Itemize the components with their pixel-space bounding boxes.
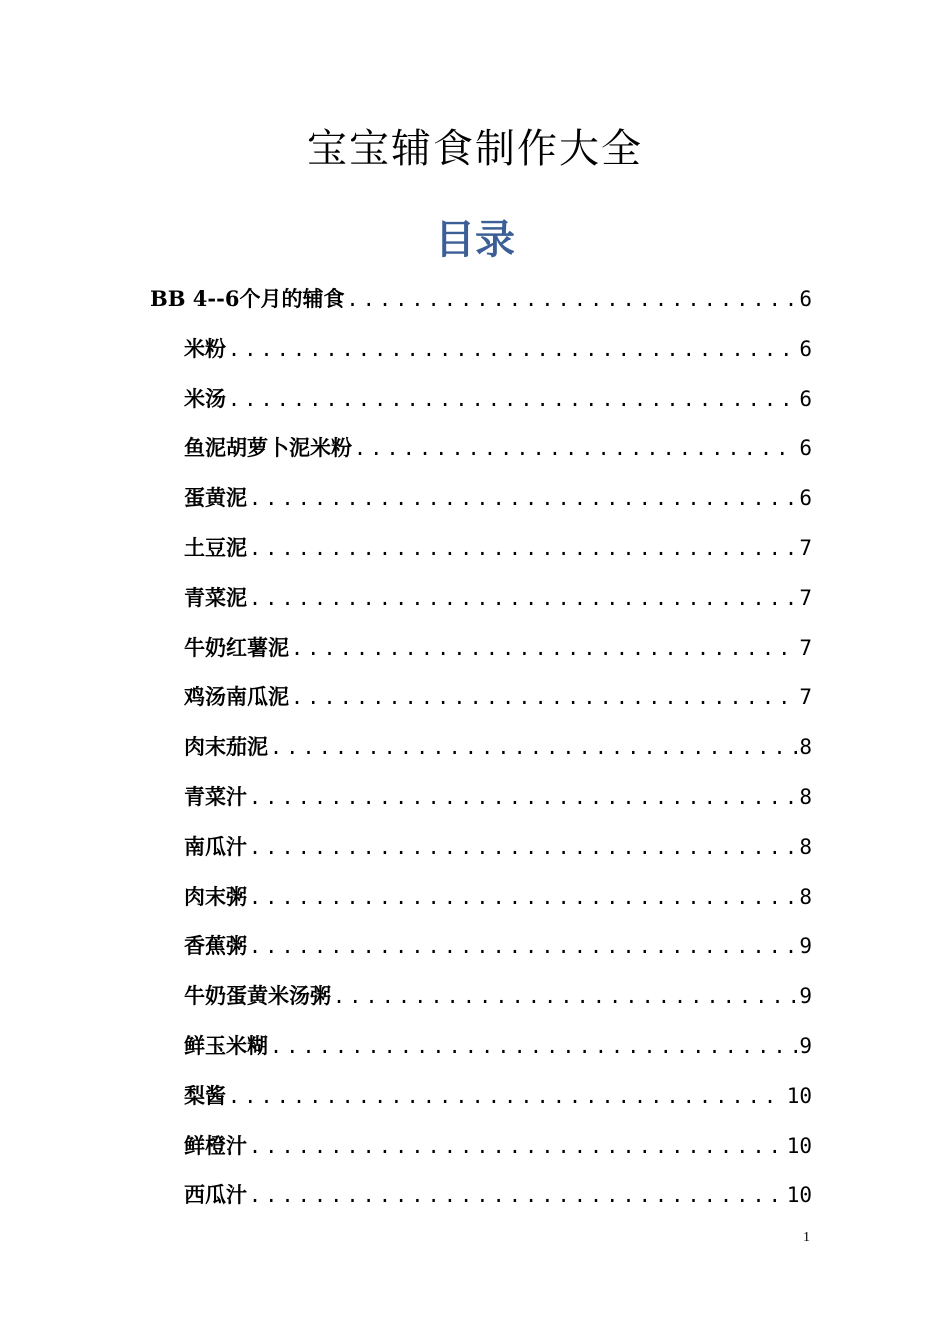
toc-entry-page: 8 bbox=[799, 735, 812, 760]
toc-entry-label: 蛋黄泥 bbox=[184, 485, 247, 511]
toc-entry-page: 7 bbox=[799, 535, 812, 560]
toc-entry-page: 6 bbox=[799, 336, 812, 361]
toc-entry[interactable] bbox=[150, 921, 812, 971]
toc-entry[interactable] bbox=[150, 672, 812, 722]
dot-leader bbox=[249, 773, 797, 823]
toc-entry-label: 鲜橙汁 bbox=[184, 1132, 247, 1158]
toc-entry-page: 7 bbox=[799, 585, 812, 610]
toc-entry-page: 8 bbox=[799, 884, 812, 909]
document-title: 宝宝辅食制作大全 bbox=[307, 126, 643, 172]
toc-entry-label: 西瓜汁 bbox=[184, 1182, 247, 1208]
dot-leader bbox=[270, 1022, 797, 1072]
toc-entry-page: 10 bbox=[786, 1133, 812, 1158]
toc-entry-label: 香蕉粥 bbox=[184, 933, 247, 959]
toc-entry-page: 6 bbox=[799, 386, 812, 411]
toc-entry[interactable] bbox=[150, 1170, 812, 1220]
dot-leader bbox=[270, 723, 797, 773]
toc-entry-label: 鱼泥胡萝卜泥米粉 bbox=[184, 435, 352, 461]
dot-leader bbox=[249, 1122, 785, 1172]
dot-leader bbox=[249, 574, 797, 624]
toc-entry-page: 7 bbox=[799, 635, 812, 660]
toc-entry[interactable] bbox=[150, 1121, 812, 1171]
toc-entry-label: 青菜泥 bbox=[184, 584, 247, 610]
toc-entry[interactable] bbox=[150, 573, 812, 623]
toc-entry-page: 10 bbox=[786, 1083, 812, 1108]
toc-entry[interactable] bbox=[150, 1021, 812, 1071]
toc-entry[interactable] bbox=[150, 523, 812, 573]
dot-leader bbox=[249, 823, 797, 873]
toc-entry-label: 米粉 bbox=[184, 335, 226, 361]
toc-entry-page: 6 bbox=[799, 486, 812, 511]
toc-entry-page: 6 bbox=[799, 436, 812, 461]
dot-leader bbox=[291, 673, 797, 723]
toc-entry[interactable] bbox=[150, 274, 812, 324]
toc-entry-label: 青菜汁 bbox=[184, 783, 247, 809]
toc-entry-label: 鸡汤南瓜泥 bbox=[184, 684, 289, 710]
toc-entry-label: 鲜玉米糊 bbox=[184, 1032, 268, 1058]
dot-leader bbox=[291, 624, 797, 674]
toc-entry[interactable] bbox=[150, 324, 812, 374]
toc-entry-page: 6 bbox=[799, 287, 812, 311]
toc-entry-label: 牛奶蛋黄米汤粥 bbox=[184, 983, 331, 1009]
dot-leader bbox=[228, 325, 797, 375]
toc-entry-label: 肉末茄泥 bbox=[184, 734, 268, 760]
toc-entry-label: 牛奶红薯泥 bbox=[184, 634, 289, 660]
toc-entry-page: 9 bbox=[799, 984, 812, 1009]
dot-leader bbox=[228, 1072, 785, 1122]
toc-entry-label: 土豆泥 bbox=[184, 534, 247, 560]
toc-entry-label: 肉末粥 bbox=[184, 883, 247, 909]
dot-leader bbox=[249, 873, 797, 923]
toc-entry[interactable] bbox=[150, 872, 812, 922]
toc-entry[interactable] bbox=[150, 772, 812, 822]
toc-entry-page: 10 bbox=[786, 1183, 812, 1208]
toc-entry-page: 8 bbox=[799, 834, 812, 859]
dot-leader bbox=[354, 424, 797, 474]
toc-entry[interactable] bbox=[150, 971, 812, 1021]
dot-leader bbox=[228, 375, 797, 425]
dot-leader bbox=[249, 524, 797, 574]
toc-entry[interactable] bbox=[150, 473, 812, 523]
toc-entry-page: 8 bbox=[799, 784, 812, 809]
table-of-contents bbox=[150, 274, 812, 1220]
toc-entry-label: 米汤 bbox=[184, 385, 226, 411]
toc-entry[interactable] bbox=[150, 374, 812, 424]
toc-heading: 目录 bbox=[435, 217, 515, 263]
dot-leader bbox=[249, 1171, 785, 1221]
dot-leader bbox=[249, 474, 797, 524]
toc-entry-page: 9 bbox=[799, 1033, 812, 1058]
toc-entry[interactable] bbox=[150, 1071, 812, 1121]
toc-entry[interactable] bbox=[150, 722, 812, 772]
toc-entry-page: 7 bbox=[799, 685, 812, 710]
toc-entry-page: 9 bbox=[799, 934, 812, 959]
page-number: 1 bbox=[803, 1230, 810, 1245]
toc-entry[interactable] bbox=[150, 423, 812, 473]
dot-leader bbox=[346, 275, 797, 325]
toc-entry-label: 梨酱 bbox=[184, 1082, 226, 1108]
toc-entry-label: BB 4--6个月的辅食 bbox=[150, 286, 345, 311]
toc-entry[interactable] bbox=[150, 822, 812, 872]
toc-entry[interactable] bbox=[150, 623, 812, 673]
dot-leader bbox=[249, 922, 797, 972]
toc-entry-label: 南瓜汁 bbox=[184, 833, 247, 859]
dot-leader bbox=[333, 972, 797, 1022]
